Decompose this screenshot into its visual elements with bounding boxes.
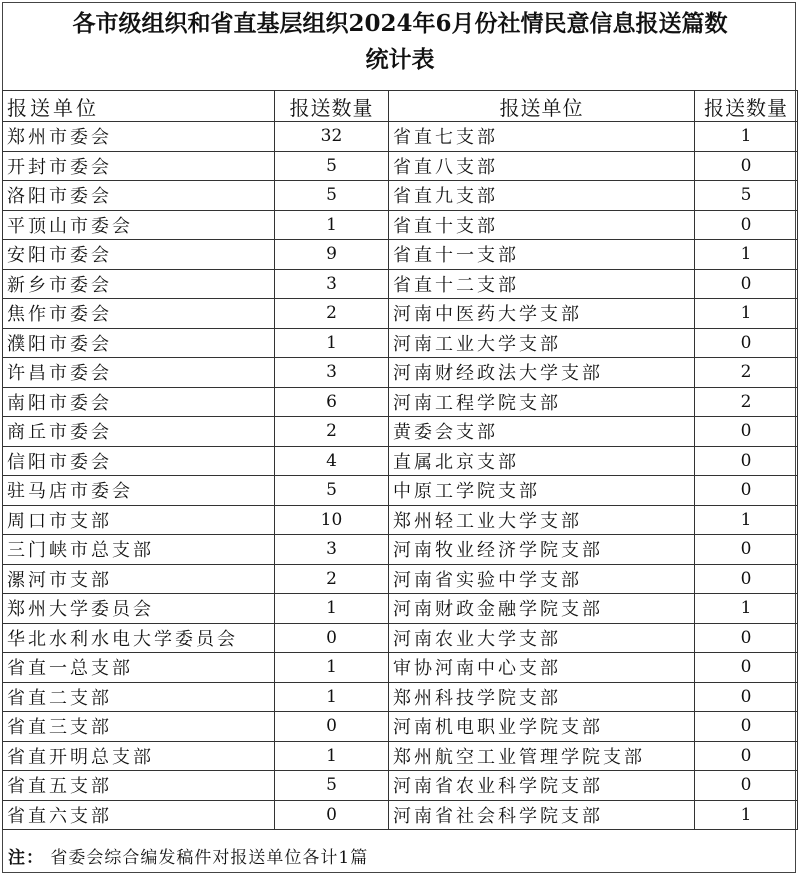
title-line-1: 各市级组织和省直基层组织2024年6月份社情民意信息报送篇数 <box>72 10 728 37</box>
table-row <box>3 682 798 712</box>
report-count-right: 0 <box>695 328 798 358</box>
unit-name-left: 安阳市委会 <box>3 240 275 270</box>
unit-name-left: 省直六支部 <box>3 800 275 830</box>
unit-name-right: 河南财经政法大学支部 <box>389 358 695 388</box>
report-count-left: 9 <box>275 240 389 270</box>
table-row <box>3 240 798 270</box>
report-count-right: 0 <box>695 151 798 181</box>
report-count-left: 1 <box>275 653 389 683</box>
header-unit-right: 报送单位 <box>389 91 695 122</box>
unit-name-left: 许昌市委会 <box>3 358 275 388</box>
report-count-right: 0 <box>695 623 798 653</box>
unit-name-left: 省直一总支部 <box>3 653 275 683</box>
table-row <box>3 712 798 742</box>
unit-name-right: 河南财政金融学院支部 <box>389 594 695 624</box>
table-row <box>3 181 798 211</box>
report-count-left: 0 <box>275 623 389 653</box>
table-row <box>3 122 798 152</box>
report-count-right: 0 <box>695 417 798 447</box>
unit-name-right: 河南省实验中学支部 <box>389 564 695 594</box>
table-row <box>3 741 798 771</box>
table-row <box>3 623 798 653</box>
statistics-table <box>2 90 798 830</box>
unit-name-left: 省直开明总支部 <box>3 741 275 771</box>
unit-name-left: 省直三支部 <box>3 712 275 742</box>
report-count-left: 1 <box>275 682 389 712</box>
report-count-right: 1 <box>695 299 798 329</box>
unit-name-right: 郑州轻工业大学支部 <box>389 505 695 535</box>
table-row <box>3 358 798 388</box>
report-count-right: 1 <box>695 122 798 152</box>
unit-name-right: 省直十支部 <box>389 210 695 240</box>
table-row <box>3 446 798 476</box>
page-title <box>0 6 800 78</box>
report-count-left: 2 <box>275 564 389 594</box>
report-count-left: 1 <box>275 328 389 358</box>
report-count-left: 3 <box>275 358 389 388</box>
unit-name-right: 直属北京支部 <box>389 446 695 476</box>
title-line-2: 统计表 <box>365 46 435 73</box>
footnote-text: 省委会综合编发稿件对报送单位各计1篇 <box>50 848 369 868</box>
report-count-right: 0 <box>695 446 798 476</box>
report-count-right: 0 <box>695 269 798 299</box>
table-row <box>3 505 798 535</box>
unit-name-right: 河南机电职业学院支部 <box>389 712 695 742</box>
footnote <box>8 843 368 868</box>
unit-name-left: 洛阳市委会 <box>3 181 275 211</box>
unit-name-left: 平顶山市委会 <box>3 210 275 240</box>
table-row <box>3 564 798 594</box>
unit-name-left: 商丘市委会 <box>3 417 275 447</box>
report-count-right: 1 <box>695 800 798 830</box>
report-count-right: 2 <box>695 358 798 388</box>
unit-name-right: 审协河南中心支部 <box>389 653 695 683</box>
table-row <box>3 800 798 830</box>
unit-name-right: 河南中医药大学支部 <box>389 299 695 329</box>
report-count-right: 0 <box>695 564 798 594</box>
header-unit-left: 报送单位 <box>3 91 275 122</box>
report-count-right: 0 <box>695 712 798 742</box>
report-count-left: 32 <box>275 122 389 152</box>
report-count-right: 0 <box>695 210 798 240</box>
table-header-row <box>3 91 798 122</box>
report-count-left: 0 <box>275 712 389 742</box>
unit-name-left: 驻马店市委会 <box>3 476 275 506</box>
table-row <box>3 269 798 299</box>
unit-name-left: 漯河市支部 <box>3 564 275 594</box>
unit-name-right: 省直九支部 <box>389 181 695 211</box>
unit-name-right: 河南牧业经济学院支部 <box>389 535 695 565</box>
report-count-left: 10 <box>275 505 389 535</box>
unit-name-right: 河南农业大学支部 <box>389 623 695 653</box>
report-count-right: 0 <box>695 535 798 565</box>
unit-name-left: 郑州大学委员会 <box>3 594 275 624</box>
table-row <box>3 387 798 417</box>
unit-name-right: 河南省社会科学院支部 <box>389 800 695 830</box>
report-count-right: 0 <box>695 476 798 506</box>
report-count-right: 5 <box>695 181 798 211</box>
report-count-right: 0 <box>695 741 798 771</box>
report-count-left: 2 <box>275 417 389 447</box>
unit-name-right: 河南工程学院支部 <box>389 387 695 417</box>
footnote-label: 注： <box>8 848 44 868</box>
unit-name-right: 省直十二支部 <box>389 269 695 299</box>
report-count-left: 6 <box>275 387 389 417</box>
report-count-right: 1 <box>695 505 798 535</box>
report-count-right: 0 <box>695 771 798 801</box>
unit-name-left: 新乡市委会 <box>3 269 275 299</box>
unit-name-left: 开封市委会 <box>3 151 275 181</box>
report-count-left: 5 <box>275 476 389 506</box>
header-count-right: 报送数量 <box>695 91 798 122</box>
report-count-right: 2 <box>695 387 798 417</box>
table-body <box>3 122 798 830</box>
unit-name-right: 郑州航空工业管理学院支部 <box>389 741 695 771</box>
table-row <box>3 653 798 683</box>
header-count-left: 报送数量 <box>275 91 389 122</box>
unit-name-left: 华北水利水电大学委员会 <box>3 623 275 653</box>
table-row <box>3 476 798 506</box>
report-count-right: 1 <box>695 240 798 270</box>
table-row <box>3 328 798 358</box>
unit-name-right: 省直八支部 <box>389 151 695 181</box>
report-count-left: 0 <box>275 800 389 830</box>
unit-name-left: 郑州市委会 <box>3 122 275 152</box>
report-count-left: 1 <box>275 741 389 771</box>
unit-name-right: 郑州科技学院支部 <box>389 682 695 712</box>
report-count-left: 1 <box>275 210 389 240</box>
table-row <box>3 299 798 329</box>
report-count-right: 0 <box>695 653 798 683</box>
unit-name-right: 河南工业大学支部 <box>389 328 695 358</box>
report-count-left: 3 <box>275 269 389 299</box>
unit-name-left: 省直二支部 <box>3 682 275 712</box>
report-count-left: 4 <box>275 446 389 476</box>
unit-name-right: 河南省农业科学院支部 <box>389 771 695 801</box>
unit-name-left: 信阳市委会 <box>3 446 275 476</box>
table-row <box>3 417 798 447</box>
report-count-left: 5 <box>275 181 389 211</box>
unit-name-left: 南阳市委会 <box>3 387 275 417</box>
table-row <box>3 771 798 801</box>
table-row <box>3 535 798 565</box>
report-count-left: 3 <box>275 535 389 565</box>
report-count-right: 1 <box>695 594 798 624</box>
unit-name-left: 三门峡市总支部 <box>3 535 275 565</box>
report-count-left: 5 <box>275 771 389 801</box>
unit-name-right: 中原工学院支部 <box>389 476 695 506</box>
report-count-left: 5 <box>275 151 389 181</box>
unit-name-left: 省直五支部 <box>3 771 275 801</box>
report-count-left: 2 <box>275 299 389 329</box>
unit-name-left: 焦作市委会 <box>3 299 275 329</box>
table-row <box>3 151 798 181</box>
unit-name-left: 周口市支部 <box>3 505 275 535</box>
unit-name-right: 省直七支部 <box>389 122 695 152</box>
table-row <box>3 594 798 624</box>
report-count-right: 0 <box>695 682 798 712</box>
unit-name-right: 黄委会支部 <box>389 417 695 447</box>
report-count-left: 1 <box>275 594 389 624</box>
unit-name-left: 濮阳市委会 <box>3 328 275 358</box>
unit-name-right: 省直十一支部 <box>389 240 695 270</box>
table-row <box>3 210 798 240</box>
